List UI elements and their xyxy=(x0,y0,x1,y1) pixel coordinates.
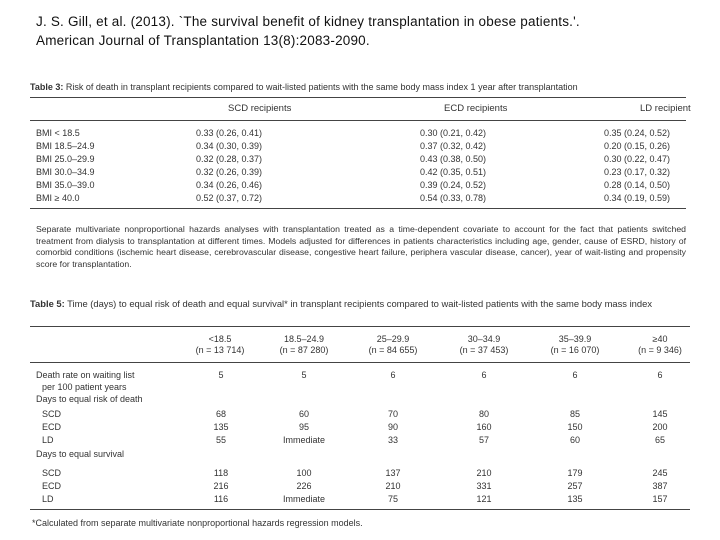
table-row xyxy=(36,193,686,204)
row-label: ECD xyxy=(42,422,62,432)
bmi-label: BMI 35.0–39.0 xyxy=(36,180,95,190)
bmi-label: BMI 25.0–29.9 xyxy=(36,154,95,164)
table-row xyxy=(36,167,686,178)
column-n: (n = 9 346) xyxy=(638,345,682,355)
bmi-label: BMI ≥ 40.0 xyxy=(36,193,80,203)
cell-value: 6 xyxy=(390,370,396,380)
section-heading xyxy=(36,394,690,405)
ecd-value: 0.30 (0.21, 0.42) xyxy=(420,128,487,138)
table-row xyxy=(36,180,686,191)
cell-value: 33 xyxy=(387,435,398,445)
column-header xyxy=(535,334,615,356)
row-label: LD xyxy=(42,435,54,445)
ecd-value: 0.42 (0.35, 0.51) xyxy=(420,167,487,177)
scd-value: 0.34 (0.26, 0.46) xyxy=(196,180,263,190)
table-3-top-rule xyxy=(30,97,686,98)
cell-value: 116 xyxy=(213,494,229,504)
table-row xyxy=(36,154,686,165)
table-3-bottom-rule xyxy=(30,208,686,209)
cell-value: 6 xyxy=(572,370,578,380)
ld-value: 0.35 (0.24, 0.52) xyxy=(604,128,671,138)
section-heading xyxy=(36,449,690,460)
table-3-header-rule xyxy=(30,120,686,121)
cell-value: 70 xyxy=(387,409,398,419)
citation-line-1: J. S. Gill, et al. (2013). `The survival benefit of kidney transplantation in obese patients.'. xyxy=(36,14,580,29)
scd-value: 0.52 (0.37, 0.72) xyxy=(196,193,263,203)
cell-value: Immediate xyxy=(282,435,326,445)
cell-value: 5 xyxy=(301,370,307,380)
table-3-note: Separate multivariate nonproportional hazards analyses with transplantation treated as a time-dependent covariate to account for the fact that patients switched treatment from dialysis to transplantation at different times. Models adjusted for differences in patients characteristics including age, gender, cause of ESRD, history of comorbid conditions (ischemic heart disease, cerebrovascular disease, congestive heart failure, periphera vascular disease, cancer), year of wait-listing and propensity score for transplantation. xyxy=(36,224,686,269)
column-header xyxy=(353,334,433,356)
table-5-footnote: *Calculated from separate multivariate nonproportional hazards regression models. xyxy=(32,518,363,528)
table-3 xyxy=(30,82,691,270)
citation xyxy=(36,12,696,50)
cell-value: 6 xyxy=(657,370,663,380)
table-5 xyxy=(30,298,690,530)
table-3-caption-text: Risk of death in transplant recipients compared to wait-listed patients with the same body mass index 1 year after transplantation xyxy=(65,82,578,92)
column-range: 18.5–24.9 xyxy=(283,334,325,344)
cell-value: 145 xyxy=(652,409,668,419)
table-3-caption xyxy=(30,82,686,92)
ecd-value: 0.54 (0.33, 0.78) xyxy=(420,193,487,203)
section-label: Days to equal survival xyxy=(36,449,125,459)
table-3-header-scd: SCD recipients xyxy=(228,103,292,114)
ecd-value: 0.37 (0.32, 0.42) xyxy=(420,141,487,151)
bmi-label: BMI < 18.5 xyxy=(36,128,80,138)
bmi-label: BMI 18.5–24.9 xyxy=(36,141,95,151)
column-header xyxy=(264,334,344,356)
column-header xyxy=(444,334,524,356)
ld-value: 0.23 (0.17, 0.32) xyxy=(604,167,671,177)
section-label: Days to equal risk of death xyxy=(36,394,143,404)
cell-value: 118 xyxy=(213,468,229,478)
cell-value: 95 xyxy=(298,422,309,432)
cell-value: 245 xyxy=(652,468,668,478)
table-5-header-rule xyxy=(30,362,690,363)
cell-value: 90 xyxy=(387,422,398,432)
cell-value: 157 xyxy=(652,494,668,504)
table-3-header-ld: LD recipient xyxy=(640,103,691,114)
row-label: per 100 patient years xyxy=(42,382,127,392)
table-row xyxy=(36,141,686,152)
cell-value: 121 xyxy=(476,494,492,504)
cell-value: Immediate xyxy=(282,494,326,504)
cell-value: 210 xyxy=(385,481,401,491)
table-5-top-rule xyxy=(30,326,690,327)
column-n: (n = 16 070) xyxy=(550,345,600,355)
table-3-header-ecd: ECD recipients xyxy=(444,103,508,114)
cell-value: 60 xyxy=(569,435,580,445)
citation-line-2: American Journal of Transplantation 13(8):2083-2090. xyxy=(36,33,370,48)
column-n: (n = 37 453) xyxy=(459,345,509,355)
cell-value: 257 xyxy=(567,481,583,491)
cell-value: 135 xyxy=(567,494,583,504)
scd-value: 0.32 (0.26, 0.39) xyxy=(196,167,263,177)
table-row xyxy=(36,435,690,446)
table-row xyxy=(36,382,690,393)
cell-value: 179 xyxy=(567,468,583,478)
table-5-caption-text: Time (days) to equal risk of death and equal survival* in transplant recipients compared to wait-listed patients with the same body mass index xyxy=(67,298,653,309)
table-row xyxy=(36,370,690,381)
table-3-label: Table 3: xyxy=(30,82,64,92)
column-range: ≥40 xyxy=(652,334,668,344)
scd-value: 0.33 (0.26, 0.41) xyxy=(196,128,263,138)
cell-value: 135 xyxy=(213,422,229,432)
cell-value: 100 xyxy=(296,468,312,478)
cell-value: 65 xyxy=(654,435,665,445)
cell-value: 75 xyxy=(387,494,398,504)
table-row xyxy=(36,128,686,139)
table-row xyxy=(36,481,690,492)
cell-value: 68 xyxy=(215,409,226,419)
ld-value: 0.20 (0.15, 0.26) xyxy=(604,141,671,151)
table-row xyxy=(36,422,690,433)
cell-value: 5 xyxy=(218,370,224,380)
table-5-label: Table 5: xyxy=(30,298,65,309)
scd-value: 0.32 (0.28, 0.37) xyxy=(196,154,263,164)
cell-value: 85 xyxy=(569,409,580,419)
cell-value: 6 xyxy=(481,370,487,380)
cell-value: 331 xyxy=(476,481,492,491)
row-label: Death rate on waiting list xyxy=(36,370,135,380)
column-header xyxy=(620,334,700,356)
table-row xyxy=(36,409,690,420)
cell-value: 160 xyxy=(476,422,492,432)
cell-value: 137 xyxy=(385,468,401,478)
column-n: (n = 13 714) xyxy=(195,345,245,355)
table-5-bottom-rule xyxy=(30,509,690,510)
row-label: LD xyxy=(42,494,54,504)
cell-value: 226 xyxy=(296,481,312,491)
column-range: <18.5 xyxy=(208,334,232,344)
ecd-value: 0.39 (0.24, 0.52) xyxy=(420,180,487,190)
row-label: SCD xyxy=(42,409,62,419)
column-header xyxy=(180,334,260,356)
cell-value: 200 xyxy=(652,422,668,432)
scd-value: 0.34 (0.30, 0.39) xyxy=(196,141,263,151)
cell-value: 80 xyxy=(478,409,489,419)
cell-value: 216 xyxy=(213,481,229,491)
cell-value: 210 xyxy=(476,468,492,478)
ld-value: 0.28 (0.14, 0.50) xyxy=(604,180,671,190)
column-n: (n = 84 655) xyxy=(368,345,418,355)
column-range: 35–39.9 xyxy=(558,334,592,344)
column-range: 25–29.9 xyxy=(376,334,410,344)
bmi-label: BMI 30.0–34.9 xyxy=(36,167,95,177)
cell-value: 387 xyxy=(652,481,668,491)
table-row xyxy=(36,468,690,479)
cell-value: 55 xyxy=(215,435,226,445)
ecd-value: 0.43 (0.38, 0.50) xyxy=(420,154,487,164)
cell-value: 60 xyxy=(298,409,309,419)
row-label: SCD xyxy=(42,468,62,478)
ld-value: 0.30 (0.22, 0.47) xyxy=(604,154,671,164)
table-5-caption xyxy=(30,298,690,310)
column-range: 30–34.9 xyxy=(467,334,501,344)
row-label: ECD xyxy=(42,481,62,491)
ld-value: 0.34 (0.19, 0.59) xyxy=(604,193,671,203)
cell-value: 150 xyxy=(567,422,583,432)
cell-value: 57 xyxy=(478,435,489,445)
column-n: (n = 87 280) xyxy=(279,345,329,355)
table-row xyxy=(36,494,690,505)
